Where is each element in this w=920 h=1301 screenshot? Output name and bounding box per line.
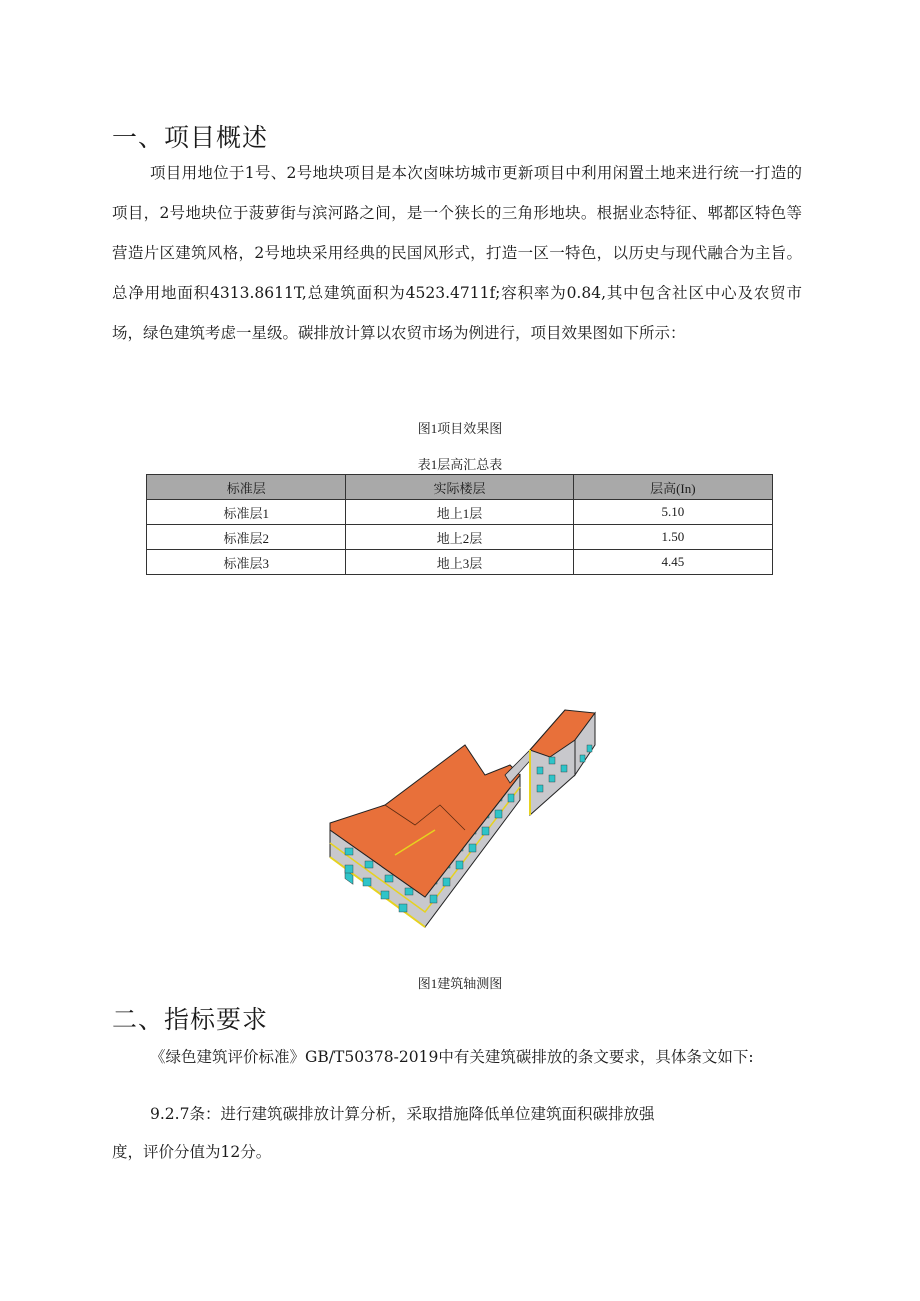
- header-floor-height: 层高(In): [573, 475, 772, 500]
- floor-height-table: [146, 474, 773, 575]
- table-cell: 1.50: [573, 525, 772, 550]
- figure-2-caption: 图1建筑轴测图: [417, 976, 503, 991]
- table-cell: 标准层3: [147, 550, 346, 575]
- project-overview-paragraph: 项目用地位于1号、2号地块项目是本次卤味坊城市更新项目中利用闲置土地来进行统一打造的项目，2号地块位于菠萝街与滨河路之间，是一个狭长的三角形地块。根据业态特征、郫都区特色等营造片区建筑风格，2号地块采用经典的民国风形式，打造一区一特色，以历史与现代融合为主旨。总净用地面积4313.8611T,总建筑面积为4523.4711f;容积率为0.84,其中包含社区中心及农贸市场，绿色建筑考虑一星级。碳排放计算以农贸市场为例进行，项目效果图如下所示：: [112, 164, 802, 342]
- section-1-heading: 一、项目概述: [112, 123, 269, 152]
- table-row: [147, 500, 773, 525]
- table-cell: 地上3层: [346, 550, 573, 575]
- figure-1-caption: 图1项目效果图: [417, 421, 503, 436]
- table-cell: 标准层1: [147, 500, 346, 525]
- table-cell: 地上2层: [346, 525, 573, 550]
- table-1-caption: 表1层高汇总表: [417, 457, 503, 472]
- table-cell: 地上1层: [346, 500, 573, 525]
- table-header-row: [147, 475, 773, 500]
- section-2-heading: 二、指标要求: [112, 1005, 269, 1034]
- table-row: [147, 550, 773, 575]
- table-row: [147, 525, 773, 550]
- header-standard-floor: 标准层: [147, 475, 346, 500]
- table-cell: 标准层2: [147, 525, 346, 550]
- clause-line-2: 度，评价分值为12分。: [112, 1143, 272, 1161]
- table-cell: 5.10: [573, 500, 772, 525]
- table-cell: 4.45: [573, 550, 772, 575]
- clause-line-1: 9.2.7条：进行建筑碳排放计算分析，采取措施降低单位建筑面积碳排放强: [150, 1105, 655, 1123]
- standard-requirement-paragraph: 《绿色建筑评价标准》GB/T50378-2019中有关建筑碳排放的条文要求，具体条文如下:: [150, 1048, 754, 1066]
- building-axonometric-image: [325, 705, 605, 975]
- header-actual-floor: 实际楼层: [346, 475, 573, 500]
